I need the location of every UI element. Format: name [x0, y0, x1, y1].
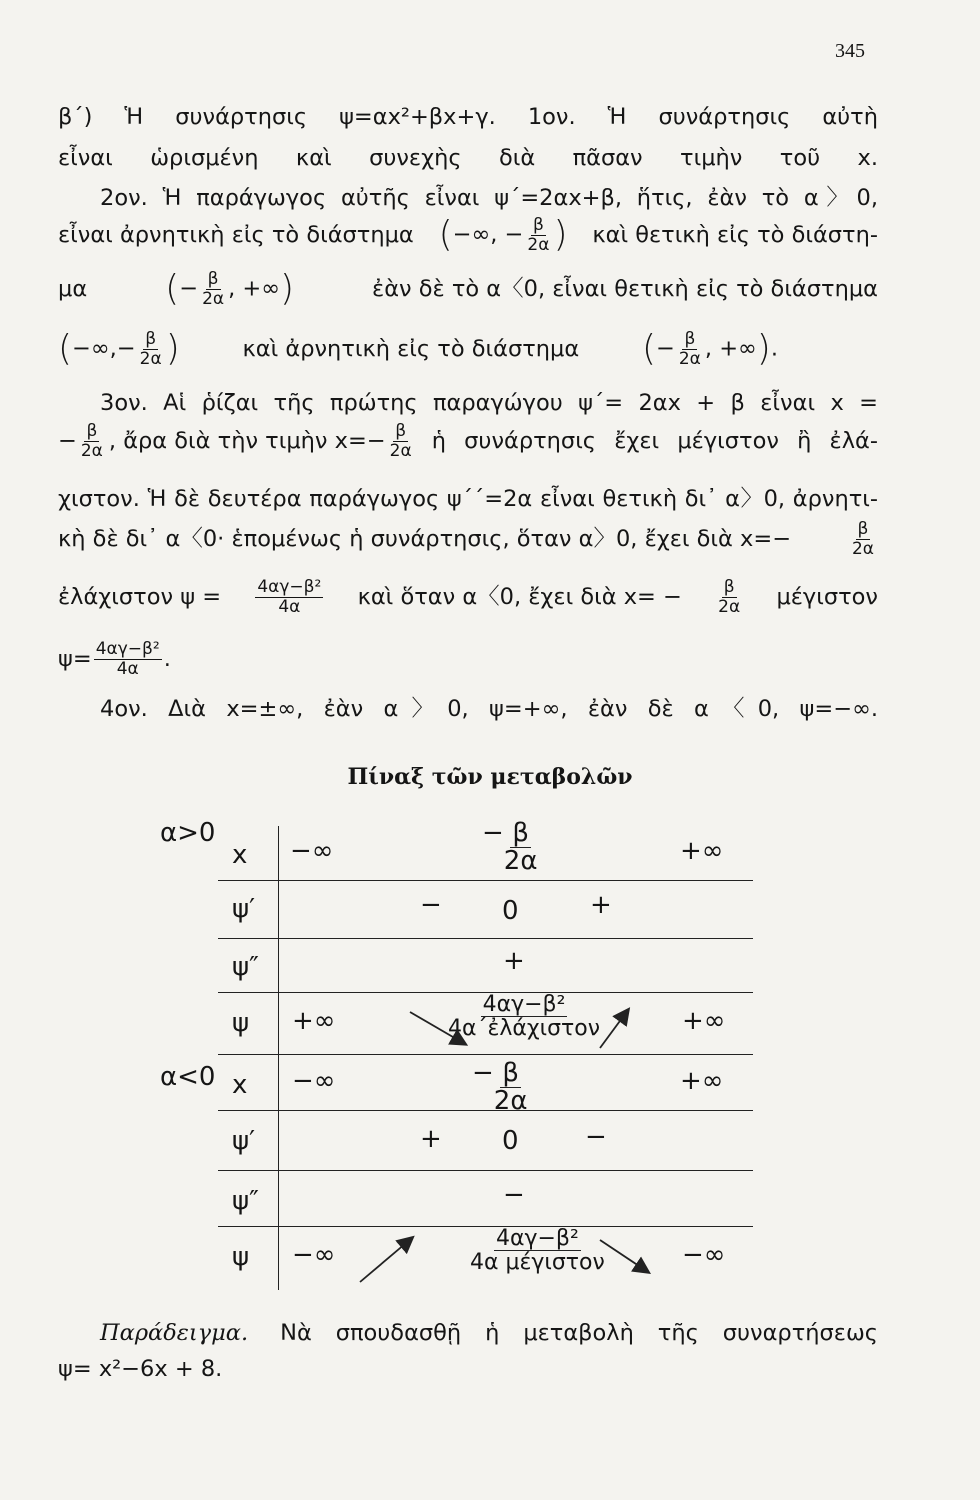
text-fragment: −∞,−: [72, 335, 136, 362]
text-line-7: 3ον. Αἱ ῥίζαι τῆς πρώτης παραγώγου ψ΄= 2αx + β εἶναι x =: [100, 390, 878, 416]
text-fragment: −: [656, 335, 675, 362]
denominator: 2α: [139, 348, 162, 369]
interval: (− $\frac{\beta}{2\alpha}$ , +∞): [165, 268, 295, 310]
text-fragment: κὴ δὲ δι᾽ α〈0· ἑπομένως ἡ συνάρτησις, ὅταν α〉0, ἔχει διὰ x=−: [58, 525, 792, 552]
cell-zero: 0: [502, 896, 519, 926]
case-label-positive: α>0: [160, 818, 216, 848]
cell-sign-negative: −: [585, 1122, 607, 1152]
text-fragment: ἐὰν δὲ τὸ α〈0, εἶναι θετικὴ εἰς τὸ διάστημα: [372, 275, 878, 302]
numerator: β: [395, 421, 407, 441]
numerator: β: [86, 421, 98, 441]
text-line-1: β΄) Ἡ συνάρτησις ψ=αx²+βx+γ. 1ον. Ἡ συνάρτησις αὐτὴ: [58, 104, 878, 130]
interval: (−∞, − $\frac{\beta}{2\alpha}$ ): [438, 214, 568, 256]
denominator: 2α: [678, 348, 701, 369]
numerator: 4αγ−β²: [482, 992, 566, 1017]
text-fragment: ψ=: [58, 645, 92, 672]
cell-plus-infinity: +∞: [680, 836, 724, 866]
cell-sign-positive: +: [503, 946, 525, 976]
denominator: 4α μέγιστον: [470, 1250, 605, 1276]
cell-sign-negative: −: [420, 890, 442, 920]
numerator: β: [502, 1058, 519, 1088]
text-line-9: χιστον. Ἡ δὲ δευτέρα παράγωγος ψ΄΄=2α εἶναι θετικὴ δι᾽ α〉0, ἀρνητι-: [58, 486, 878, 512]
denominator: 4α: [116, 658, 139, 679]
cell-minus-infinity: −∞: [292, 1066, 336, 1096]
interval: (− $\frac{\beta}{2\alpha}$ , +∞).: [641, 328, 778, 370]
numerator: β: [533, 215, 544, 235]
text-fragment: , ἄρα διὰ τὴν τιμὴν x=−: [108, 427, 386, 454]
cell-minus-infinity: −∞: [290, 836, 334, 866]
text-fragment: −: [179, 275, 199, 302]
example-text: Νὰ σπουδασθῇ ἡ μεταβολὴ τῆς συναρτήσεως: [280, 1320, 878, 1346]
text-fragment: −: [472, 1058, 494, 1088]
row-label-first-derivative: ψ′: [232, 894, 256, 924]
text-fragment: ἐλάχιστον ψ =: [58, 583, 222, 610]
text-fragment: καὶ ὅταν α〈0, ἔχει διὰ x= −: [357, 583, 682, 610]
numerator: 4αγ−β²: [257, 577, 322, 597]
row-label-function: ψ: [232, 1008, 250, 1038]
arrow-decreasing: [410, 1012, 465, 1044]
cell-zero: 0: [502, 1126, 519, 1156]
cell-plus-infinity: +∞: [680, 1066, 724, 1096]
row-label-second-derivative: ψ″: [232, 1186, 259, 1216]
text-fragment: μα: [58, 275, 88, 302]
numerator: β: [512, 818, 529, 848]
example-label: Παράδειγμα.: [100, 1320, 249, 1346]
denominator: 2α: [202, 288, 225, 309]
cell-sign-positive: +: [590, 890, 612, 920]
numerator: β: [145, 329, 157, 349]
table-title: Πίναξ τῶν μεταβολῶν: [347, 764, 633, 790]
text-line-2: εἶναι ὡρισμένη καὶ συνεχὴς διὰ πᾶσαν τιμὴν τοῦ x.: [58, 145, 878, 171]
arrow-decreasing: [600, 1240, 648, 1272]
text-fragment: μέγιστον: [776, 583, 878, 610]
text-fragment: .: [163, 645, 171, 672]
interval: (−∞,− $\frac{\beta}{2\alpha}$ ): [58, 328, 180, 370]
denominator: 2α: [527, 234, 550, 255]
numerator: β: [207, 269, 219, 289]
text-fragment: , +∞: [228, 275, 280, 302]
arrow-increasing: [600, 1010, 628, 1048]
denominator: 2α: [80, 440, 103, 461]
arrow-increasing: [360, 1238, 412, 1282]
row-label-function: ψ: [232, 1242, 250, 1272]
row-label-second-derivative: ψ″: [232, 952, 259, 982]
cell-minus-infinity: −∞: [682, 1240, 726, 1270]
cell-sign-positive: +: [420, 1124, 442, 1154]
case-label-negative: α<0: [160, 1062, 216, 1092]
text-fragment: ἡ συνάρτησις ἔχει μέγιστον ἢ ἐλά-: [431, 427, 878, 454]
denominator: 2α: [851, 538, 874, 559]
numerator: β: [857, 519, 869, 539]
text-line-13: 4ον. Διὰ x=±∞, ἐὰν α〉0, ψ=+∞, ἐὰν δὲ α〈0, ψ=−∞.: [100, 696, 878, 722]
text-fragment: καὶ ἀρνητικὴ εἰς τὸ διάστημα: [242, 335, 580, 362]
denominator: 2α: [718, 596, 741, 617]
numerator: β: [684, 329, 696, 349]
example-equation: ψ= x²−6x + 8.: [58, 1356, 223, 1382]
text-fragment: −∞, −: [452, 221, 524, 248]
denominator: 2α: [493, 1086, 528, 1117]
text-fragment: εἶναι ἀρνητικὴ εἰς τὸ διάστημα: [58, 221, 414, 248]
numerator: β: [723, 577, 735, 597]
numerator: 4αγ−β²: [495, 1226, 579, 1251]
row-label-first-derivative: ψ′: [232, 1126, 256, 1156]
text-fragment: , +∞: [704, 335, 757, 362]
text-fragment: καὶ θετικὴ εἰς τὸ διάστη-: [592, 221, 878, 248]
text-line-3: 2ον. Ἡ παράγωγος αὐτῆς εἶναι ψ΄=2αx+β, ἥτις, ἐὰν τὸ α〉0,: [100, 185, 878, 211]
row-label-x: x: [232, 1070, 248, 1100]
cell-plus-infinity: +∞: [682, 1006, 726, 1036]
cell-sign-negative: −: [503, 1180, 525, 1210]
cell-plus-infinity: +∞: [292, 1006, 336, 1036]
row-label-x: x: [232, 840, 248, 870]
numerator: 4αγ−β²: [95, 639, 160, 659]
text-fragment: −: [482, 818, 504, 848]
denominator: 4α: [278, 596, 301, 617]
cell-minus-infinity: −∞: [292, 1240, 336, 1270]
denominator: 2α: [389, 440, 412, 461]
denominator: 2α: [503, 846, 538, 877]
page-number: 345: [835, 40, 865, 62]
example-line: [100, 1322, 878, 1345]
denominator: 4α΄ἐλάχιστον: [448, 1016, 601, 1042]
text-fragment: −: [58, 427, 77, 454]
